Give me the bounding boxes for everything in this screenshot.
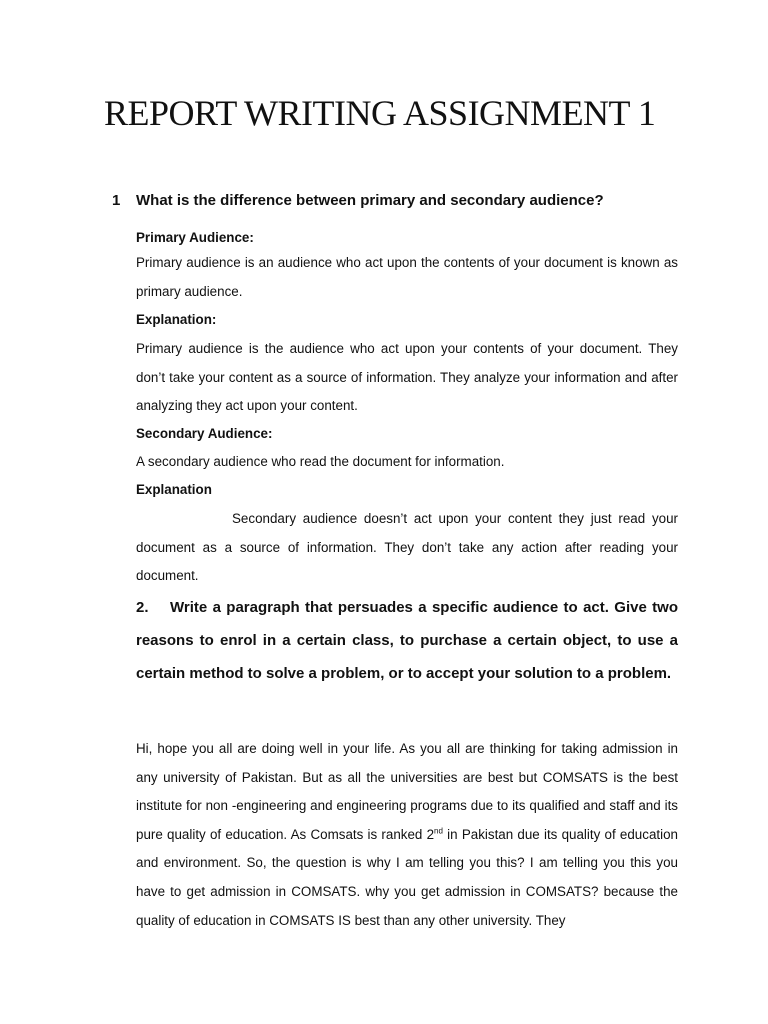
secondary-audience-text: A secondary audience who read the document for information. (136, 454, 505, 469)
question-2-number: 2. (136, 599, 149, 616)
question-2 (136, 591, 678, 690)
question-1-number: 1 (112, 192, 121, 209)
answer-2-paragraph (136, 735, 678, 935)
question-1 (112, 192, 672, 209)
explanation-1-heading: Explanation: (136, 312, 217, 327)
question-2-text: Write a paragraph that persuades a specific audience to act. Give two reasons to enrol in a certain class, to purchase a certain object, to use a certain method to solve a problem, or to accept your solution to a problem. (136, 599, 678, 682)
answer-2-part-2: in Pakistan due its quality of education and environment. So, the question is why I am telling you this? I am telling you this you have to get admission in COMSATS. why you get admission in COMSATS? because the quality of education in COMSATS IS best than any other university. They (136, 826, 678, 928)
document-title: REPORT WRITING ASSIGNMENT 1 (104, 93, 656, 133)
question-1-text: What is the difference between primary and secondary audience? (136, 192, 604, 209)
secondary-audience-heading: Secondary Audience: (136, 426, 273, 441)
explanation-1-text: Primary audience is the audience who act upon your contents of your document. They don’t take your content as a source of information. They analyze your information and after analyzing they act upon your content. (136, 341, 678, 413)
explanation-2-heading: Explanation (136, 482, 212, 497)
ordinal-superscript: nd (434, 826, 443, 836)
answer-2-part-1: Hi, hope you all are doing well in your life. As you all are thinking for taking admission in any university of Pakistan. But as all the universities are best but COMSATS is the best institute for non -engineering and engineering programs due to its qualified and staff and its pure quality of education. As Comsats is ranked 2 (136, 741, 678, 842)
primary-audience-text: Primary audience is an audience who act upon the contents of your document is known as primary audience. (136, 255, 678, 299)
primary-audience-heading: Primary Audience: (136, 230, 254, 245)
explanation-2-text: Secondary audience doesn’t act upon your content they just read your document as a source of information. They don’t take any action after reading your document. (136, 511, 678, 583)
